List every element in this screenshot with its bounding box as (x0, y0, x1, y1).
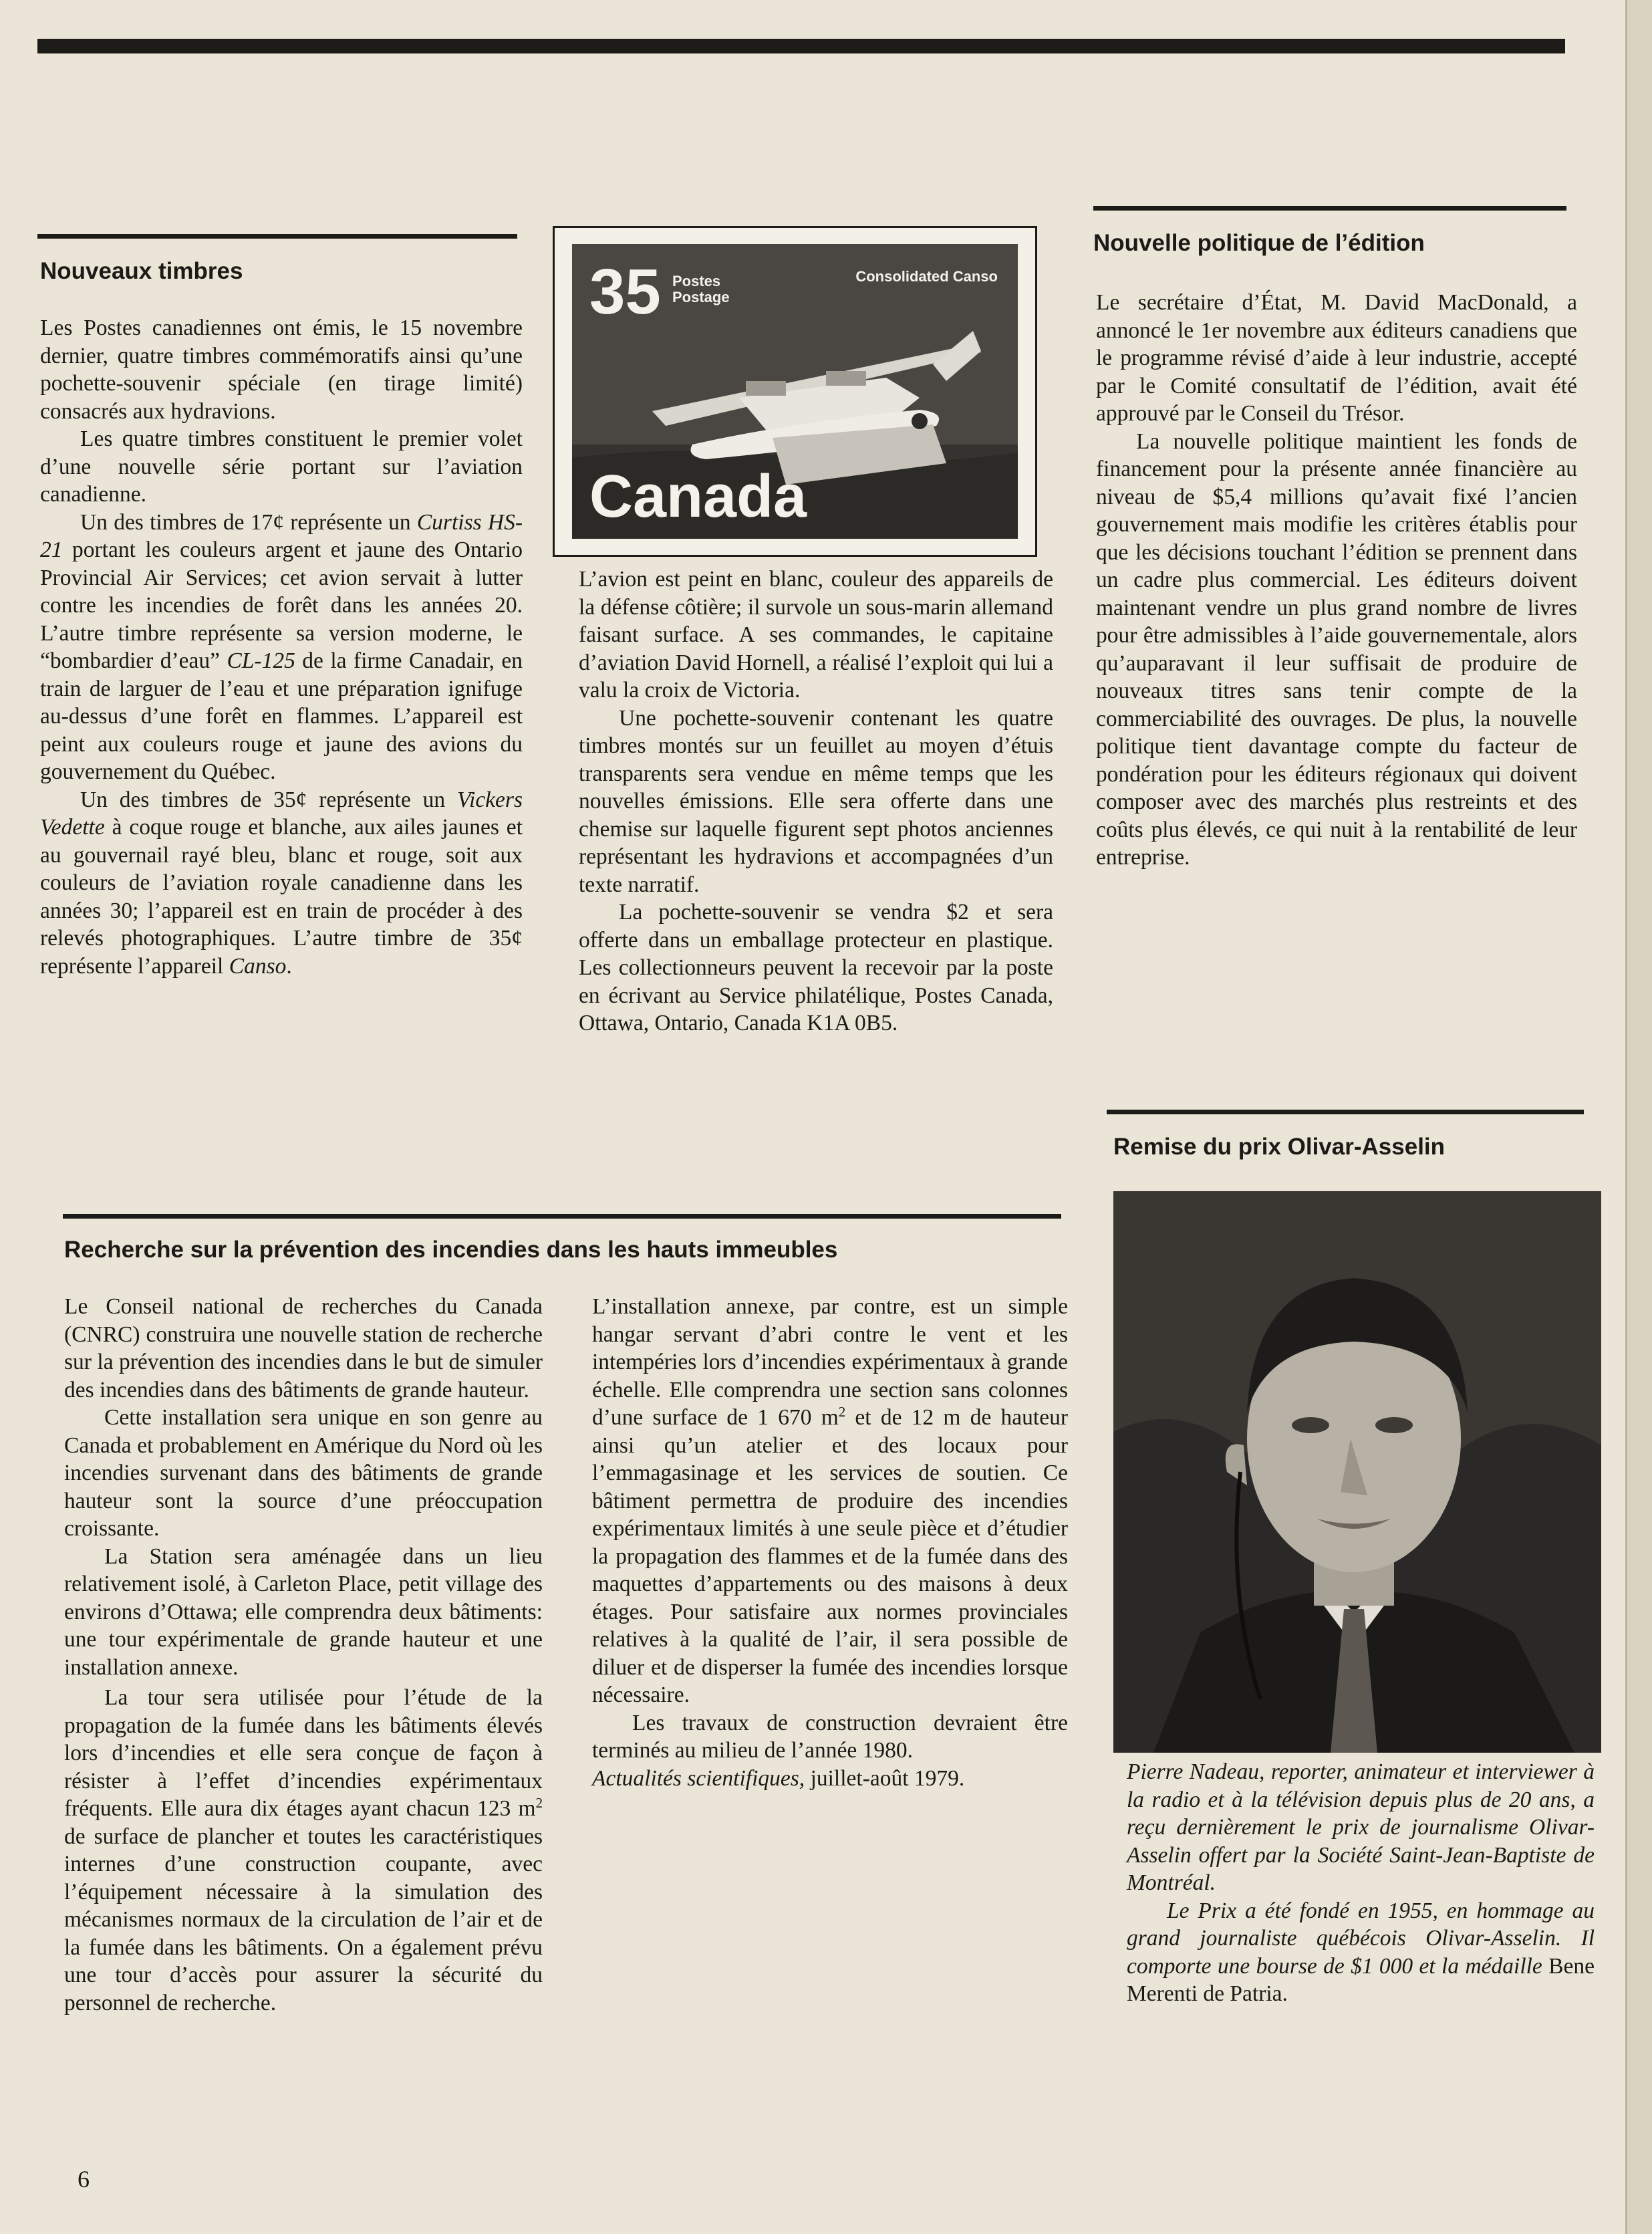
heading-rule (1093, 206, 1566, 211)
stamp-country: Canada (589, 463, 807, 530)
paragraph: Un des timbres de 17¢ représente un Curtiss HS-21 portant les couleurs argent et jaune des Ontario Provincial Air Services; cet avion servait à lutter contre les incendies de forêt dans les années 20. L’autre timbre représente sa version moderne, le “bombardier d’eau” CL-125 de la firme Canadair, en train de larguer de l’eau et une préparation ignifuge au-dessus d’une forêt en flammes. L’appareil est peint aux couleurs rouge et jaune des avions du gouvernement du Québec. (40, 509, 523, 784)
stamp-denomination: 35 (589, 256, 661, 328)
paragraph: Les travaux de construction devraient être terminés au milieu de l’année 1980. (592, 1710, 1068, 1763)
heading-politique-edition: Nouvelle politique de l’édition (1093, 230, 1425, 256)
aircraft-name: Curtiss HS-21 (40, 509, 523, 562)
heading-rule (63, 1214, 1061, 1219)
paragraph: Les quatre timbres constituent le premier volet d’une nouvelle série portant sur l’aviation canadienne. (40, 426, 523, 507)
stamp-aircraft-name: Consolidated Canso (855, 268, 998, 285)
portrait-illustration (1113, 1191, 1601, 1753)
paragraph: La pochette-souvenir se vendra $2 et sera offerte dans un emballage protecteur en plastique. Les collectionneurs peuvent la recevoir par la poste en écrivant au Service philatélique, Postes Canada, Ottawa, Ontario, Canada K1A 0B5. (579, 900, 1053, 1035)
stamp-label: Postes Postage (672, 273, 730, 305)
column-timbres-1 (40, 314, 523, 980)
paragraph: La tour sera utilisée pour l’étude de la propagation de la fumée dans les bâtiments élevés lors d’incendies et elle sera conçue de façon à résister à l’effet d’incendies expérimentaux fréquents. Elle aura dix étages ayant chacun 123 $m^2$ de surface de plancher et toutes les caractéristiques internes d’une construction coupante, avec l’équipement nécessaire à la simulation des mécanismes normaux de la circulation de l’air et de la fumée dans les bâtiments. On a également prévu une tour d’accès pour assurer la sécurité du personnel de recherche. (64, 1685, 543, 2015)
aircraft-name: Vickers Vedette (40, 787, 523, 840)
paragraph: La nouvelle politique maintient les fonds de financement pour la présente année financière au niveau de $5,4 millions qu’avait fixé l’ancien gouvernement mais modifie les critères établis pour que les décisions touchant l’édition se prennent dans un cadre plus commercial. Les éditeurs doivent maintenant vendre un plus grand nombre de livres pour être admissibles à l’aide gouvernementale, alors qu’auparavant il leur suffisait de produire de nouveaux titres sans tenir compte de la commerciabilité des ouvrages. De plus, la nouvelle politique tient davantage compte du facteur de pondération pour les éditeurs régionaux qui doivent composer avec des marchés plus restreints et des coûts plus élevés, ce qui nuit à la rentabilité de leur entreprise. (1096, 428, 1577, 870)
stamp-image (553, 226, 1037, 557)
page-edge (1625, 0, 1652, 2234)
heading-nouveaux-timbres: Nouveaux timbres (40, 258, 243, 284)
portrait-caption (1127, 1758, 1595, 2008)
paragraph: L’installation annexe, par contre, est un simple hangar servant d’abri contre le vent et les intempéries lors d’incendies expérimentaux à grande échelle. Elle comprendra une section sans colonnes d’une surface de 1 670 $m^2$ et de 12 m de hauteur ainsi qu’un atelier et des locaux pour l’emmagasinage et les services de soutien. Ce bâtiment permettra de produire des incendies expérimentaux limités à une seule pièce et d’étudier la propagation des flammes et de la fumée dans des maquettes d’appartements ou des maisons à deux étages. Pour satisfaire aux normes provinciales relatives à la qualité de l’air, il sera possible de diluer et de disperser la fumée des incendies lorsque nécessaire. (592, 1294, 1068, 1707)
caption: Le Prix a été fondé en 1955, en hommage au grand journaliste québécois Olivar-Asselin. Il comporte une bourse de $1 000 et la médaille Bene Merenti de Patria. (1127, 1898, 1595, 2006)
heading-rule (37, 234, 517, 239)
aircraft-name: Canso (229, 953, 287, 979)
paragraph: Le Conseil national de recherches du Canada (CNRC) construira une nouvelle station de recherche sur la prévention des incendies dans le but de simuler des incendies dans des bâtiments de grande hauteur. (64, 1294, 543, 1402)
column-incendies-1 (64, 1293, 543, 2017)
page-number: 6 (78, 2166, 90, 2193)
source-credit: Actualités scientifiques, juillet-août 1979. (592, 1765, 965, 1791)
column-timbres-2 (579, 566, 1053, 1037)
caption: Pierre Nadeau, reporter, animateur et interviewer à la radio et à la télévision depuis plus de 20 ans, a reçu dernièrement le prix de journalisme Olivar-Asselin offert par la Société Saint-Jean-Baptiste de Montréal. (1127, 1759, 1595, 1895)
paragraph: L’avion est peint en blanc, couleur des appareils de la défense côtière; il survole un sous-marin allemand faisant surface. A ses commandes, le capitaine d’aviation David Hornell, a réalisé l’exploit qui lui a valu la croix de Victoria. (579, 567, 1053, 703)
paragraph: Une pochette-souvenir contenant les quatre timbres montés sur un feuillet au moyen d’étuis transparents sera vendue en même temps que les nouvelles émissions. Elle sera offerte dans une chemise sur laquelle figurent sept photos anciennes représentant les hydravions et accompagnées d’un texte narratif. (579, 705, 1053, 897)
column-incendies-2 (592, 1293, 1068, 1792)
stamp (572, 244, 1018, 539)
heading-rule (1107, 1110, 1584, 1114)
paragraph: La Station sera aménagée dans un lieu relativement isolé, à Carleton Place, petit village des environs d’Ottawa; elle comprendra deux bâtiments: une tour expérimentale de grande hauteur et une installation annexe. (64, 1543, 543, 1680)
paragraph: Le secrétaire d’État, M. David MacDonald, a annoncé le 1er novembre aux éditeurs canadiens que le programme révisé d’aide à leur industrie, accepté par le Comité consultatif de l’édition, avait été approuvé par le Conseil du Trésor. (1096, 290, 1577, 426)
heading-prix-olivar-asselin: Remise du prix Olivar-Asselin (1113, 1134, 1446, 1160)
heading-prevention-incendies: Recherche sur la prévention des incendies dans les hauts immeubles (64, 1237, 838, 1263)
aircraft-name: CL-125 (227, 648, 295, 673)
portrait-photo (1113, 1191, 1601, 1753)
column-edition (1096, 289, 1577, 872)
paragraph: Cette installation sera unique en son genre au Canada et probablement en Amérique du Nord où les incendies survenant dans des bâtiments de grande hauteur sont la source d’une préoccupation croissante. (64, 1405, 543, 1541)
paragraph: Un des timbres de 35¢ représente un Vickers Vedette à coque rouge et blanche, aux ailes jaunes et au gouvernail rayé bleu, blanc et rouge, soit aux couleurs de l’aviation royale canadienne dans les années 30; l’appareil est en train de procéder à des relevés photographiques. L’autre timbre de 35¢ représente l’appareil Canso. (40, 787, 523, 979)
top-rule (37, 39, 1565, 53)
paragraph: Les Postes canadiennes ont émis, le 15 novembre dernier, quatre timbres commémoratifs ainsi qu’une pochette-souvenir spéciale (en tirage limité) consacrés aux hydravions. (40, 316, 523, 424)
